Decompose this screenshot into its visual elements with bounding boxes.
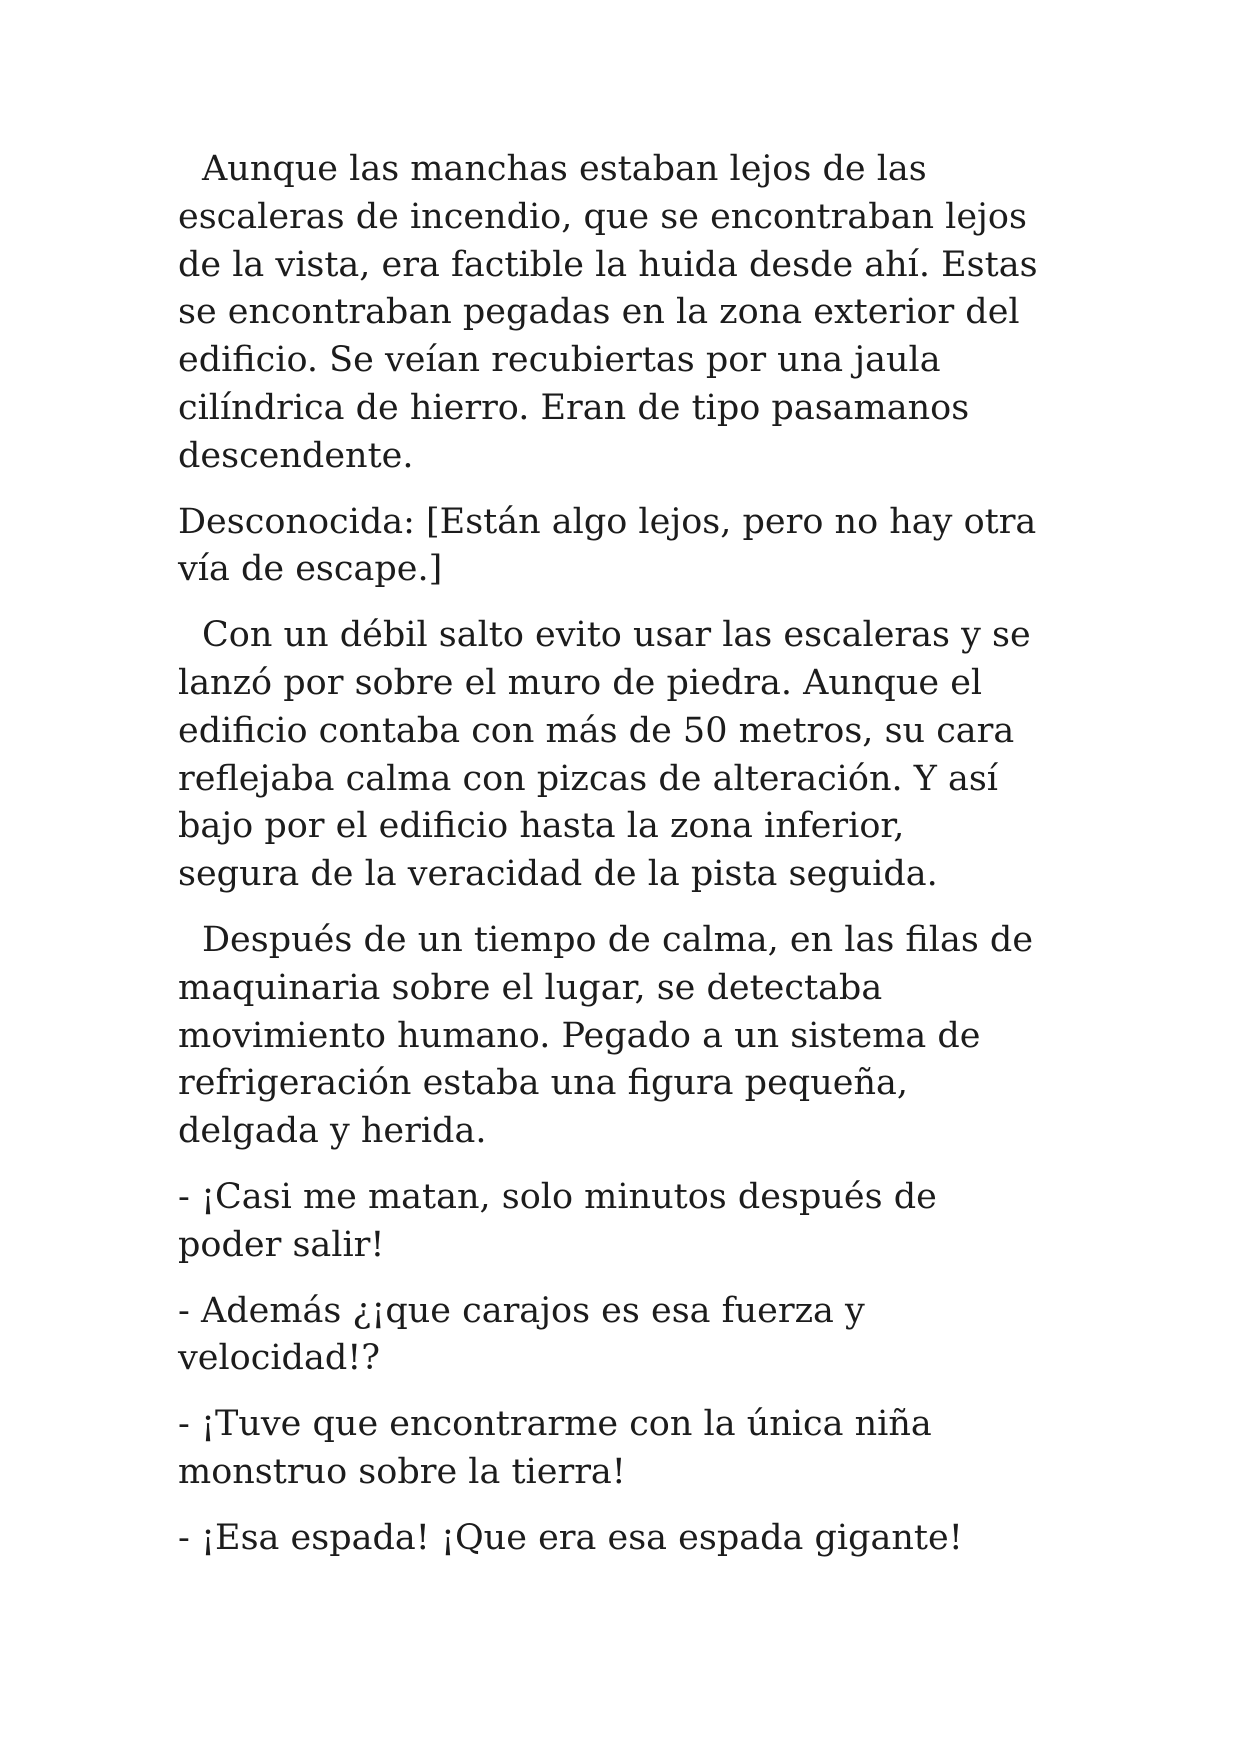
text-line: bajo por el edificio hasta la zona inferior, (178, 806, 905, 847)
text-line: se encontraban pegadas en la zona exterior del (178, 292, 1020, 333)
text-line: reflejaba calma con pizcas de alteración. Y así (178, 758, 998, 799)
text-line: Desconocida: [Están algo lejos, pero no hay otra (178, 501, 1037, 542)
paragraph-dialogue-line-4 (178, 1515, 1078, 1563)
paragraph-narration-fire-escapes (178, 146, 1078, 481)
paragraph-narration-machinery (178, 917, 1078, 1156)
text-line: - Además ¿¡que carajos es esa fuerza y (178, 1290, 865, 1331)
text-line: descendente. (178, 435, 414, 476)
text-line: velocidad!? (178, 1338, 381, 1379)
text-line: - ¡Casi me matan, solo minutos después de (178, 1176, 937, 1217)
text-line: - ¡Tuve que encontrarme con la única niña (178, 1404, 932, 1445)
text-line: poder salir! (178, 1224, 385, 1265)
paragraph-dialogue-line-1 (178, 1174, 1078, 1270)
text-line: segura de la veracidad de la pista seguida. (178, 854, 938, 895)
paragraph-dialogue-unknown (178, 499, 1078, 595)
text-line: vía de escape.] (178, 549, 443, 590)
text-line: refrigeración estaba una figura pequeña, (178, 1063, 908, 1104)
text-line: Aunque las manchas estaban lejos de las (202, 149, 927, 189)
text-line: escaleras de incendio, que se encontraban lejos (178, 196, 1027, 237)
document-page (178, 146, 1078, 1581)
text-line: - ¡Esa espada! ¡Que era esa espada gigante! (178, 1517, 963, 1558)
text-line: de la vista, era factible la huida desde ahí. Estas (178, 244, 1038, 285)
paragraph-dialogue-line-3 (178, 1401, 1078, 1497)
text-line: Después de un tiempo de calma, en las filas de (202, 919, 1034, 960)
text-line: maquinaria sobre el lugar, se detectaba (178, 967, 883, 1008)
text-line: movimiento humano. Pegado a un sistema de (178, 1015, 981, 1056)
paragraph-narration-jump (178, 612, 1078, 899)
text-line: monstruo sobre la tierra! (178, 1451, 626, 1492)
text-line: Con un débil salto evito usar las escaleras y se (202, 615, 1031, 656)
text-line: lanzó por sobre el muro de piedra. Aunque el (178, 662, 983, 703)
paragraph-dialogue-line-2 (178, 1288, 1078, 1384)
text-line: edificio. Se veían recubiertas por una jaula (178, 340, 941, 381)
text-line: edificio contaba con más de 50 metros, su cara (178, 710, 1015, 751)
text-line: delgada y herida. (178, 1111, 487, 1152)
text-line: cilíndrica de hierro. Eran de tipo pasamanos (178, 387, 970, 428)
